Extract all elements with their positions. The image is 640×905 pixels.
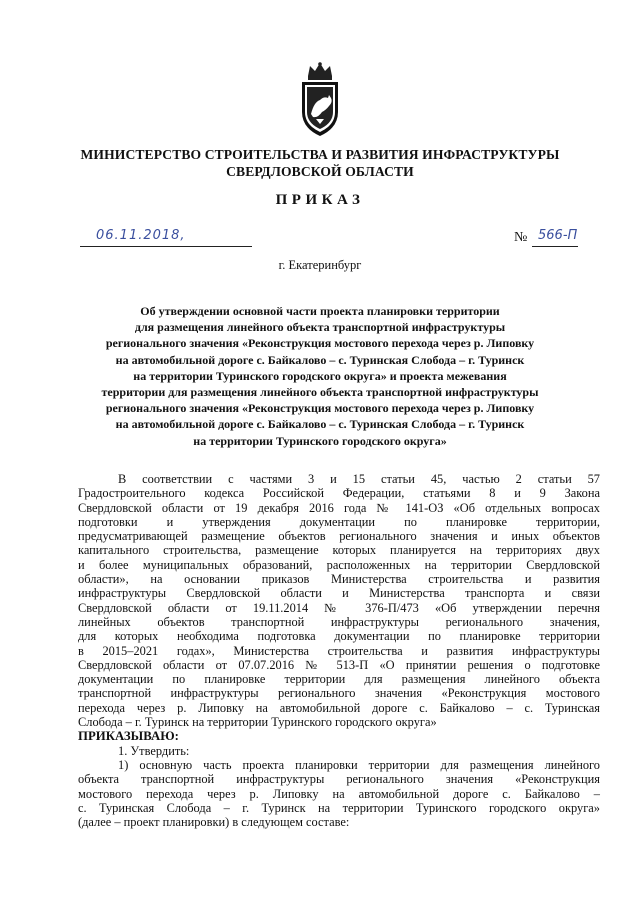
city-name: г. Екатеринбург (278, 258, 362, 272)
subject-line: регионального значения «Реконструкция мостового перехода через р. Липовку (105, 336, 535, 351)
preamble-line: инфраструктуры Свердловской области и Министерства транспорта и связи (78, 586, 600, 601)
subject-line: на автомобильной дороге с. Байкалово – с. Туринская Слобода – г. Туринск (115, 352, 525, 367)
preamble-line: предусматривающей размещение объектов регионального значения и иных объектов (78, 529, 600, 544)
preamble-line: В соответствии с частями 3 и 15 статьи 45, частью 2 статьи 57 (118, 472, 600, 486)
preamble-line: Слобода – г. Туринск на территории Туринского городского округа» (78, 715, 437, 730)
subject-line: на территории Туринского городского округа» (193, 433, 447, 448)
preamble-line: транспортной инфраструктуры регионального значения «Реконструкция мостового (78, 686, 600, 701)
preamble-line: капитального строительства, размещение которых планируется на территориях двух (78, 543, 600, 558)
item-1-1-line: (далее – проект планировки) в следующем составе: (78, 815, 350, 830)
subject-line: на автомобильной дороге с. Байкалово – с. Туринская Слобода – г. Туринск (115, 417, 525, 432)
coat-of-arms-emblem (296, 62, 344, 138)
ministry-name-line-1: МИНИСТЕРСТВО СТРОИТЕЛЬСТВА И РАЗВИТИЯ ИНФРАСТРУКТУРЫ (80, 147, 560, 162)
item-1-1-line: объекта транспортной инфраструктуры регионального значения «Реконструкция (78, 772, 600, 787)
order-subject (78, 303, 562, 449)
subject-line: Об утверждении основной части проекта планировки территории (140, 304, 500, 318)
preamble-line: Свердловской области от 19 декабря 2016 года № 141-ОЗ «Об отдельных вопросах (78, 500, 600, 515)
ministry-name-line-2: СВЕРДЛОВСКОЙ ОБЛАСТИ (226, 164, 414, 179)
date-underline (80, 246, 252, 247)
document-type-title: ПРИКАЗ (275, 192, 365, 208)
preamble-line: документации по планировке территории для размещения линейного объекта (78, 672, 600, 687)
preamble-line: в 2015–2021 годах», Министерства строительства и развития инфраструктуры (78, 643, 600, 658)
order-date: 06.11.2018, (96, 228, 186, 243)
preamble-line: области», на основании приказов Министерства строительства и развития (78, 572, 600, 587)
subject-line: регионального значения «Реконструкция мостового перехода через р. Липовку (105, 401, 535, 416)
number-sign: № (514, 230, 528, 245)
preamble-line: линейных объектов транспортной инфраструктуры регионального значения, (78, 614, 600, 629)
order-body (78, 472, 600, 829)
item-1-1-line: 1) основную часть проекта планировки территории для размещения линейного (118, 757, 600, 772)
item-1-1-line: мостового перехода через р. Липовку на автомобильной дороге с. Байкалово – (78, 786, 600, 801)
subject-line: на территории Туринского городского округа» и проекта межевания (133, 368, 507, 383)
preamble-line: и более муниципальных образований, расположенных на территории Свердловской (78, 557, 600, 572)
subject-line: для размещения линейного объекта транспортной инфраструктуры (134, 320, 506, 335)
item-1-1-line: с. Туринская Слобода – г. Туринск на территории Туринского городского округа» (78, 800, 600, 815)
subject-line: территории для размещения линейного объекта транспортной инфраструктуры (101, 385, 539, 400)
preamble-line: Градостроительного кодекса Российской Федерации, статьями 8 и 9 Закона (78, 486, 600, 501)
preamble-line: Свердловской области от 19.11.2014 № 376-П/473 «Об утверждении перечня (78, 600, 600, 615)
number-underline (532, 246, 578, 247)
preamble-line: для которых необходима подготовка документации по планировке территории (78, 629, 600, 644)
preamble-line: Свердловской области от 07.07.2016 № 513-П «О принятии решения о подготовке (78, 657, 600, 672)
item-1: 1. Утвердить: (118, 743, 190, 758)
preamble-line: подготовки и утверждения документации по планировке территории, (78, 514, 600, 529)
orders-heading: ПРИКАЗЫВАЮ: (78, 729, 179, 744)
preamble-line: перехода через р. Липовку на автомобильной дороге с. Байкалово – с. Туринская (78, 700, 600, 715)
ministry-name (40, 146, 600, 180)
order-number: 566-П (538, 228, 578, 243)
